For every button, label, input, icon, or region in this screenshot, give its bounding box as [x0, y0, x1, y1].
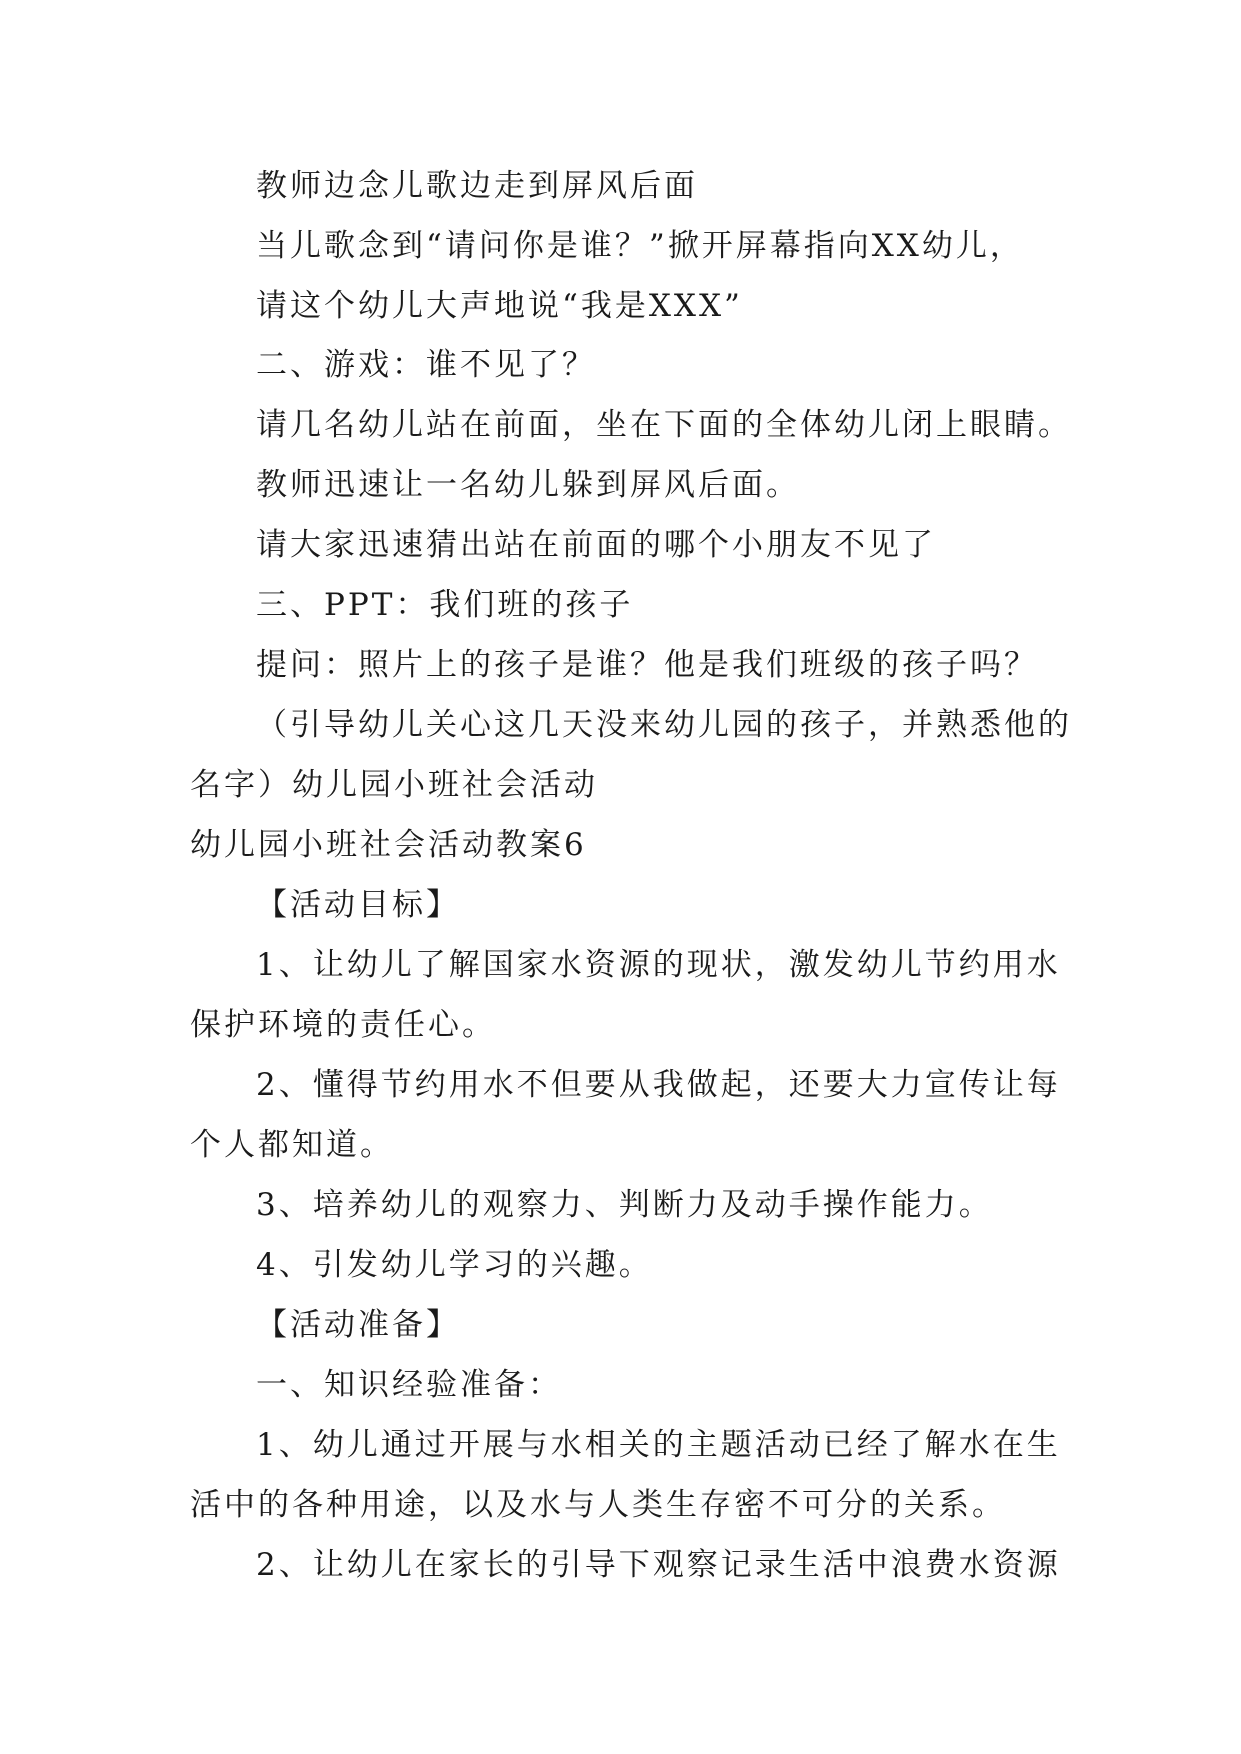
text-line: 1、让幼儿了解国家水资源的现状，激发幼儿节约用水 [256, 947, 1061, 983]
text-line: （引导幼儿关心这几天没来幼儿园的孩子，并熟悉他的 [256, 707, 1072, 743]
text-line: 保护环境的责任心。 [190, 1007, 496, 1043]
text-line: 个人都知道。 [190, 1127, 394, 1163]
text-line: 当儿歌念到“请问你是谁？”掀开屏幕指向XX幼儿， [256, 228, 1024, 264]
section-heading: 二、游戏：谁不见了？ [256, 347, 596, 383]
section-heading: 【活动目标】 [256, 887, 460, 923]
text-line: 1、幼儿通过开展与水相关的主题活动已经了解水在生 [256, 1427, 1061, 1463]
text-line: 4、引发幼儿学习的兴趣。 [256, 1247, 653, 1283]
text-line: 活中的各种用途，以及水与人类生存密不可分的关系。 [190, 1487, 1006, 1523]
section-heading: 【活动准备】 [256, 1307, 460, 1343]
text-line: 教师迅速让一名幼儿躲到屏风后面。 [256, 467, 800, 503]
text-line: 2、懂得节约用水不但要从我做起，还要大力宣传让每 [256, 1067, 1061, 1103]
section-heading: 一、知识经验准备： [256, 1367, 562, 1403]
text-line: 请大家迅速猜出站在前面的哪个小朋友不见了 [256, 527, 936, 563]
text-line: 请几名幼儿站在前面，坐在下面的全体幼儿闭上眼睛。 [256, 407, 1072, 443]
text-line: 请这个幼儿大声地说“我是XXX” [256, 288, 743, 324]
text-line: 名字）幼儿园小班社会活动 [190, 767, 598, 803]
text-line: 提问：照片上的孩子是谁？他是我们班级的孩子吗？ [256, 647, 1038, 683]
document-title: 幼儿园小班社会活动教案6 [190, 827, 587, 863]
text-line: 教师边念儿歌边走到屏风后面 [256, 168, 698, 204]
text-line: 3、培养幼儿的观察力、判断力及动手操作能力。 [256, 1187, 993, 1223]
section-heading: 三、PPT：我们班的孩子 [256, 587, 634, 623]
text-line: 2、让幼儿在家长的引导下观察记录生活中浪费水资源 [256, 1547, 1061, 1583]
